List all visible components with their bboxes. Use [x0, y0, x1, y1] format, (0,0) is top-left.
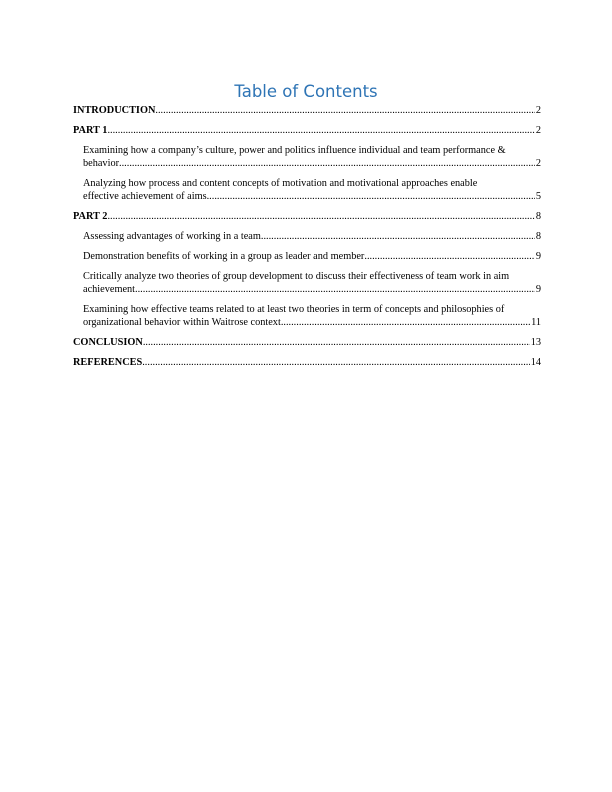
toc-page-number: 2: [535, 158, 541, 169]
toc-entry-motivation[interactable]: [83, 177, 541, 203]
toc-entry-text: Assessing advantages of working in a team: [83, 231, 261, 242]
toc-entry-culture-power-politics[interactable]: [83, 144, 541, 170]
toc-page-number: 13: [530, 337, 541, 348]
dot-leader: [155, 104, 534, 117]
toc-page-number: 8: [535, 211, 541, 222]
toc-entry-text-line: Analyzing how process and content concepts of motivation and motivational approaches enable: [83, 178, 478, 189]
dot-leader: [261, 230, 535, 243]
dot-leader: [364, 250, 534, 263]
toc-entry-conclusion[interactable]: [73, 336, 541, 349]
toc-entry-references[interactable]: [73, 356, 541, 369]
toc-entry-introduction[interactable]: [73, 104, 541, 117]
toc-entry-text: organizational behavior within Waitrose context: [83, 317, 281, 328]
toc-entry-text-line: Examining how effective teams related to at least two theories in term of concepts and philosophies of: [83, 304, 505, 315]
table-of-contents: [73, 104, 541, 376]
toc-entry-part-2[interactable]: [73, 210, 541, 223]
toc-title: Table of Contents: [234, 82, 378, 101]
dot-leader: [142, 356, 529, 369]
toc-page-number: 2: [535, 125, 541, 136]
dot-leader: [119, 157, 535, 170]
toc-entry-text: PART 1: [73, 125, 108, 136]
toc-entry-part-1[interactable]: [73, 124, 541, 137]
dot-leader: [281, 316, 530, 329]
toc-entry-effective-teams[interactable]: [83, 303, 541, 329]
dot-leader: [135, 283, 535, 296]
toc-entry-team-advantages[interactable]: [83, 230, 541, 243]
toc-entry-group-benefits[interactable]: [83, 250, 541, 263]
toc-entry-text: INTRODUCTION: [73, 105, 156, 116]
toc-entry-text: REFERENCES: [73, 357, 143, 368]
toc-entry-text: CONCLUSION: [73, 337, 143, 348]
toc-page-number: 14: [530, 357, 541, 368]
toc-page-number: 8: [535, 231, 541, 242]
toc-entry-text: effective achievement of aims: [83, 191, 207, 202]
toc-entry-text: Demonstration benefits of working in a group as leader and member: [83, 251, 365, 262]
dot-leader: [107, 210, 534, 223]
dot-leader: [107, 124, 534, 137]
toc-page-number: 2: [535, 105, 541, 116]
toc-page-number: 9: [535, 251, 541, 262]
toc-entry-text: achievement: [83, 284, 136, 295]
toc-page-number: 11: [531, 317, 541, 328]
dot-leader: [207, 190, 535, 203]
toc-page-number: 5: [535, 191, 541, 202]
toc-entry-group-development[interactable]: [83, 270, 541, 296]
toc-page-number: 9: [535, 284, 541, 295]
toc-entry-text: PART 2: [73, 211, 108, 222]
toc-entry-text-line: Critically analyze two theories of group development to discuss their effectiveness of team work in aim: [83, 271, 510, 282]
toc-entry-text: behavior: [83, 158, 120, 169]
dot-leader: [143, 336, 530, 349]
toc-entry-text-line: Examining how a company’s culture, power and politics influence individual and team performance &: [83, 145, 506, 156]
